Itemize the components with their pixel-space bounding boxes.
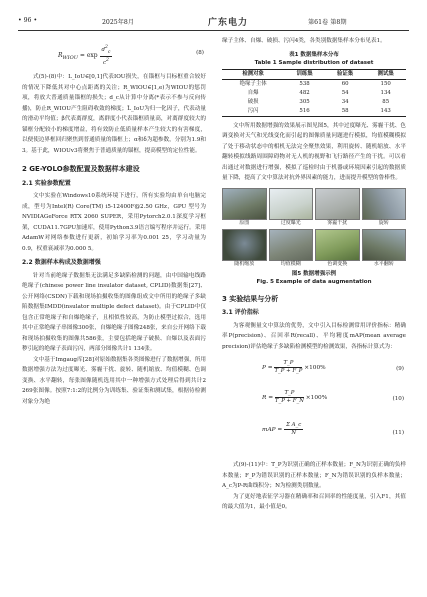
photo-scaled <box>222 229 267 261</box>
table-cell: 60 <box>341 80 349 87</box>
left-column <box>22 36 206 407</box>
panel-label: 色调变换 <box>327 260 348 267</box>
table-cell: 143 <box>380 107 391 114</box>
table-row <box>222 79 406 89</box>
figure-panel <box>362 229 407 268</box>
table-cell: 58 <box>341 107 349 114</box>
table-cell: 54 <box>341 89 349 96</box>
paragraph: 式(5)-(8)中：L_IoU∈[0,1]代表IOU损失，在锚框与目标框重合较好的情况下降低其对中心点距离的关注；R_WIOU∈[1,e)为WIOU的惩罚项，将放大普通质量锚框的损失；d_c从计算中分离(*表示不参与反向传播)，防止R_WIOU产生阻碍收敛的梯度；L̄_IoU为归一化因子，代表动量的滑动平均值；β代表离群度，离群度小代表锚框质量高，对离群度较大的锚框分配较小的梯度增益，将有效防止低质量样本产生较大的有害梯度，以便使边界框回归聚焦到普通质量的锚框上；α和δ为超参数，分别为1.9和3。基于此，WIOUv3将聚焦于普通质量的锚框，提高模型的定位性能。 <box>22 74 206 154</box>
eq-num: Σ A_c <box>286 422 302 428</box>
panel-label: 雾霾干扰 <box>327 219 348 226</box>
table-row <box>222 89 406 98</box>
eq-number: (11) <box>392 430 404 436</box>
eq8-number: (8) <box>196 50 204 56</box>
eq-number: (10) <box>392 396 404 402</box>
photo-original <box>222 188 267 220</box>
table-header: 训练集 <box>296 70 313 77</box>
equation-11 <box>262 422 303 437</box>
eq8-fraction <box>100 44 113 67</box>
right-column <box>222 36 406 513</box>
eq8-num-sub: c <box>107 49 111 55</box>
table-cell: 305 <box>299 98 310 105</box>
equation-8 <box>22 36 206 70</box>
eq-number: (9) <box>396 366 404 372</box>
figure-panel <box>362 188 407 227</box>
figure-panel <box>222 188 267 227</box>
subsection-heading: 3.1 评价指标 <box>222 309 259 316</box>
paragraph: 缘子主体、自爆、破损、污闪4类，各类别数据集样本分布见表1。 <box>222 38 386 44</box>
paragraph: 为了更好地表征学习器在精确率和召回率的性能度量，引入F1，其值的最大值为1，最小值是0。 <box>222 493 406 510</box>
section-heading: 2 GE-YOLO参数配置及数据样本建设 <box>22 165 140 173</box>
issue-date: 2025年8月 <box>102 19 135 26</box>
augmentation-figure <box>222 188 406 268</box>
figure-panel <box>269 188 314 227</box>
dataset-table <box>222 69 406 117</box>
table-cell: 破损 <box>247 98 259 105</box>
table-header: 检测对象 <box>242 70 264 77</box>
eq-den: T_P + F_P <box>274 368 303 374</box>
paragraph: 文中实验在Windows10系统环境下进行，所有实验均由单台电脑完成，型号为Intel(R) Core(TM) i5-12400F@2.50 GHz，GPU 型号为 NVIDIAGeForce RTX 2060 SUPER，采用Pytorch2.0.1深度学习框架，CUDA11.7GPU加速库，使用Python3.9语言编写程序并运行。采用AdamW对网络参数进行更新，初始学习率为0.001 25，学习动量为0.9，权重衰减率为0.000 5。 <box>22 193 206 252</box>
section-heading: 3 实验结果与分析 <box>222 294 279 303</box>
photo-hue <box>315 229 360 261</box>
subsection-heading: 2.1 实验参数配置 <box>22 179 71 187</box>
table-cell: 绝缘子主体 <box>239 80 267 87</box>
paragraph: 为客观衡量文中算法的优势，文中引入目标检测常用评价指标：精确率P(precision)、召回率R(recall)、平均精度mAP(mean average precision)评估绝缘子多缺陷检测模型的检测效果，各指标计算式为： <box>222 322 406 350</box>
eq8-symbol: R <box>58 51 63 59</box>
panel-label: 过度曝光 <box>280 219 301 226</box>
paragraph: 针对当前绝缘子数据集无法满足多缺陷检测的问题，由中国输电线路绝缘子(chinese power line insulator dataset, CPLID)数据集[27]、公开网络(CSDN)下载和现场拍摄收集的图像组成文中所用的绝缘子多缺陷数据集IMDD(insulator multiple defect dataset)。由于CPLID中仅包含正常绝缘子和自爆绝缘子，且相似性较高，为防止模型过拟合，选用其中正常绝缘子串图像300张，自爆绝缘子图像248张，来自公开网络下载和现场拍摄收集的图像共586张，主要包括绝缘子破损、自爆以及表面污秽引起的绝缘子表面污闪，两部分图像共计1 134张。 <box>22 272 206 352</box>
page-number: • 96 • <box>18 17 38 24</box>
table-cell: 516 <box>299 107 310 114</box>
table-row <box>222 98 406 107</box>
page-header <box>18 16 409 30</box>
panel-label: 旋转 <box>378 219 389 226</box>
table-caption-en: Table 1 Sample distribution of dataset <box>254 59 374 66</box>
table-cell: 34 <box>341 98 349 105</box>
table-row <box>222 107 406 117</box>
photo-blurred <box>269 229 314 261</box>
photo-rotated <box>362 188 407 220</box>
photo-overexposed <box>269 188 314 220</box>
panel-label: 均值模糊 <box>280 260 301 267</box>
eq8-sub: WIOU <box>62 55 78 62</box>
eq-den: T_P + F_N <box>274 398 304 404</box>
eq-left: R = <box>262 395 274 401</box>
figure-panel <box>269 229 314 268</box>
table-cell: 482 <box>299 89 310 96</box>
figure-caption-cn: 图5 数据增强示例 <box>291 270 337 277</box>
table-caption-cn: 表1 数据集样本分布 <box>289 51 339 58</box>
eq8-num-sup: 2 <box>104 45 108 50</box>
table-header: 测试集 <box>377 70 394 77</box>
eq-den: N <box>291 430 297 436</box>
table-cell: 538 <box>299 80 310 87</box>
eq-num: T_P <box>275 390 304 398</box>
paragraph: 式(9)-(11)中：T_P为识别正确的正样本数量；F_N为识别正确的负样本数量；F_P为错误识别的正样本数量；F_N为错误识别的负样本数量；A_c为P-R曲线积分；N为检测类别数量。 <box>222 462 406 489</box>
equations-9-11 <box>222 354 406 458</box>
eq8-den-sup: 2 <box>106 57 109 63</box>
figure-panel <box>315 229 360 268</box>
equation-9 <box>262 360 326 375</box>
table-cell: 150 <box>380 80 391 87</box>
table-cell: 自爆 <box>247 89 259 96</box>
eq-left: P = <box>262 365 273 371</box>
eq8-exp: = exp <box>79 51 98 59</box>
eq8-den: c <box>103 59 107 66</box>
figure-panel <box>222 229 267 268</box>
panel-label: 随机缩放 <box>234 260 255 267</box>
header-rule <box>18 30 409 31</box>
table-cell: 134 <box>380 89 391 96</box>
eq8-num: d <box>101 46 105 53</box>
table-header: 验证集 <box>337 70 354 77</box>
eq-tail: ×100% <box>305 395 328 401</box>
table-cell: 85 <box>382 98 390 105</box>
figure-caption-en: Fig. 5 Example of data augmentation <box>256 278 372 285</box>
equation-10 <box>262 390 327 405</box>
figure-panel <box>315 188 360 227</box>
journal-title: 广东电力 <box>208 18 249 28</box>
volume-issue: 第61卷 第8期 <box>308 19 347 26</box>
photo-flipped <box>362 229 407 261</box>
eq-num: T_P <box>274 360 302 368</box>
photo-haze <box>315 188 360 220</box>
panel-label: 原图 <box>239 219 250 226</box>
eq-left: mAP = <box>262 427 283 433</box>
table-cell: 污闪 <box>247 107 259 114</box>
panel-label: 水平翻转 <box>373 260 394 267</box>
eq-tail: ×100% <box>304 365 326 371</box>
paragraph: 文中基于Imgaug库[28]对原始数据集各类图像进行了数据增强，所用数据增强方法为过度曝光、雾霾干扰、旋转、随机缩放、均值模糊、色调变换、水平翻转，每张图像随机选用其中一种增强方式处理后得到共计2 269张图像。按照7:1:2的比例分为训练集、验证集和测试集，根据待检测对象分为绝 <box>22 356 206 405</box>
paragraph: 文中所用数据增强的效果展示图见图5，其中过度曝光、雾霾干扰、色调变换对天气和光线变化而引起的图像质量问题进行模拟，均值模糊模拟了处于移动状态中的相机无法完全聚焦效果，利用旋转、随机缩放、水平翻转模拟线路周围障碍物对无人机的视野和飞行路径产生的干扰。可以看出通过对数据进行增强，模拟了巡检时由于机器或环境因素引起的数据质量下降，提高了文中算法对抗外界因素的能力，进而提升模型的鲁棒性。 <box>222 122 406 181</box>
subsection-heading: 2.2 数据样本构成及数据增强 <box>22 259 101 266</box>
